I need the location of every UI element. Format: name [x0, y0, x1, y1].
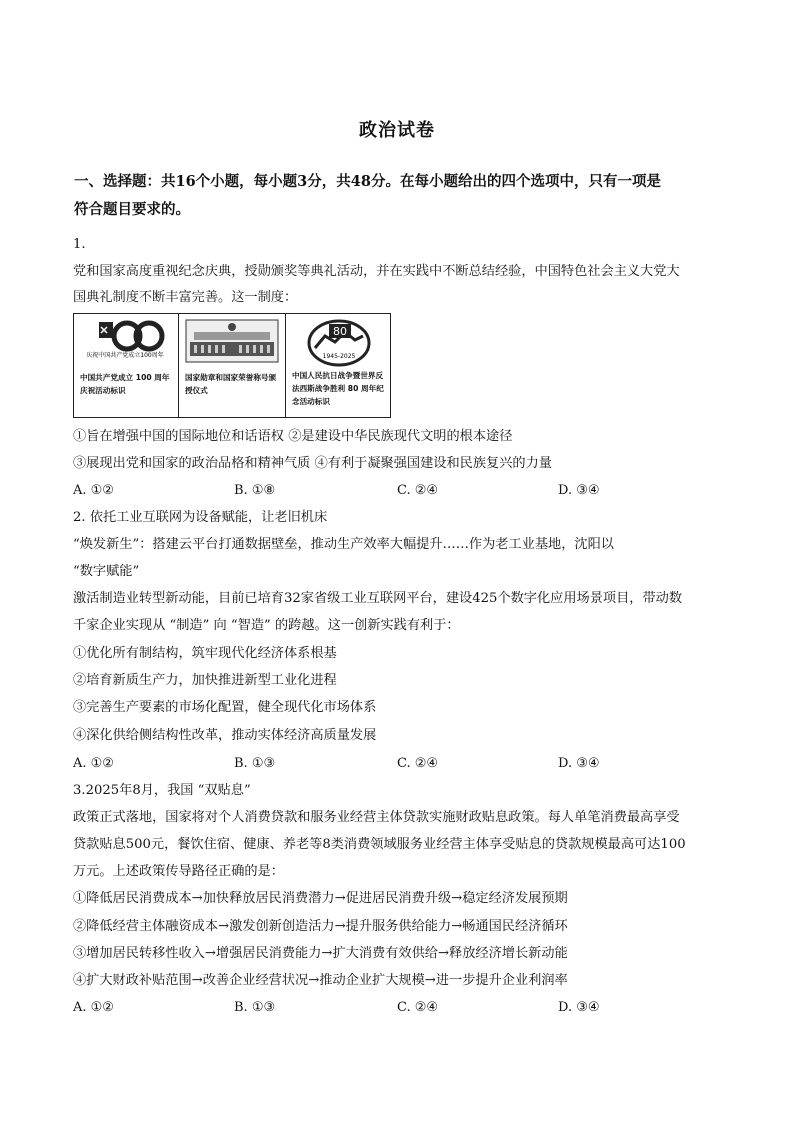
question-1-option-d[interactable]: D. ③④ [558, 483, 600, 498]
figure-panel-party-100 [74, 314, 179, 417]
question-3-statement-2: ②降低经营主体融资成本→激发创新创造活力→提升服务供给能力→畅通国民经济循环 [73, 919, 568, 934]
question-3-line-2: 政策正式落地，国家将对个人消费贷款和服务业经营主体贷款实施财政贴息政策。每人单笔消费最高享受 [73, 810, 680, 825]
figure-caption-3: 中国人民抗日战争暨世界反法西斯战争胜利 80 周年纪念活动标识 [292, 371, 384, 406]
question-3-statement-1: ①降低居民消费成本→加快释放居民消费潜力→促进居民消费升级→稳定经济发展预期 [73, 891, 568, 906]
question-2-statement-1: ①优化所有制结构，筑牢现代化经济体系根基 [73, 646, 337, 661]
victory-80-logo-years: 1945-2025 [322, 353, 356, 360]
question-1-statement-line-1: ①旨在增强中国的国际地位和话语权 ②是建设中华民族现代文明的根本途径 [73, 429, 513, 444]
question-2-option-d[interactable]: D. ③④ [558, 756, 600, 771]
question-1-option-b[interactable]: B. ①⑧ [234, 483, 276, 498]
question-1-option-a[interactable]: A. ①② [73, 483, 114, 498]
question-2-option-c[interactable]: C. ②④ [397, 756, 439, 771]
victory-80-logo-icon [291, 318, 387, 368]
question-1-statement-line-2: ③展现出党和国家的政治品格和精神气质 ④有利于凝聚强国建设和民族复兴的力量 [73, 456, 552, 471]
ceremony-hall-image-icon [184, 318, 280, 364]
question-2-line-5: 千家企业实现从 “制造” 向 “智造” 的跨越。这一创新实践有利于： [73, 618, 460, 633]
figure-panel-honor-ceremony [179, 314, 286, 417]
question-2-option-b[interactable]: B. ①③ [234, 756, 276, 771]
party-100-logo-text: 庆祝中国共产党成立100周年 [86, 352, 164, 359]
question-3-statement-4: ④扩大财政补贴范围→改善企业经营状况→推动企业扩大规模→进一步提升企业利润率 [73, 973, 568, 988]
question-3-line-4: 万元。上述政策传导路径正确的是： [73, 864, 284, 879]
question-3-line-1: 3.2025年8月，我国 “双贴息” [73, 783, 251, 798]
question-1-option-c[interactable]: C. ②④ [397, 483, 439, 498]
question-2-line-2: “焕发新生”：搭建云平台打通数据壁垒，推动生产效率大幅提升……作为老工业基地，沈阳以 [73, 537, 614, 552]
figure-caption-1: 中国共产党成立 100 周年庆祝活动标识 [80, 373, 170, 395]
question-1-stem-line-2: 国典礼制度不断丰富完善。这一制度： [73, 290, 298, 305]
question-2-statement-4: ④深化供给侧结构性改革，推动实体经济高质量发展 [73, 728, 377, 743]
page-title: 政治试卷 [359, 120, 435, 141]
question-2-line-3: “数字赋能” [73, 564, 140, 579]
question-2-statement-3: ③完善生产要素的市场化配置，健全现代化市场体系 [73, 700, 377, 715]
figure-caption-2: 国家勋章和国家荣誉称号颁授仪式 [185, 373, 277, 395]
question-3-option-a[interactable]: A. ①② [73, 1000, 114, 1015]
question-2-line-1: 2. 依托工业互联网为设备赋能，让老旧机床 [73, 510, 328, 525]
question-3-option-c[interactable]: C. ②④ [397, 1000, 439, 1015]
figure-panel-victory-80 [286, 314, 392, 417]
question-1-number: 1. [73, 237, 86, 252]
section-heading [74, 168, 724, 224]
question-2-line-4: 激活制造业转型新动能，目前已培育32家省级工业互联网平台，建设425个数字化应用场景项目，带动数 [73, 591, 683, 606]
question-1-figure [73, 313, 391, 418]
party-100-logo-icon [79, 318, 173, 360]
question-2-statement-2: ②培育新质生产力，加快推进新型工业化进程 [73, 673, 337, 688]
section-heading-line-1: 一、选择题：共16个小题，每小题3分，共48分。在每小题给出的四个选项中，只有一项是 [74, 173, 661, 190]
section-heading-line-2: 符合题目要求的。 [74, 201, 190, 218]
question-1-stem-line-1: 党和国家高度重视纪念庆典，授勋颁奖等典礼活动，并在实践中不断总结经验，中国特色社会主义大党大 [73, 264, 680, 279]
question-2-option-a[interactable]: A. ①② [73, 756, 114, 771]
question-3-option-b[interactable]: B. ①③ [234, 1000, 276, 1015]
question-3-line-3: 贷款贴息500元，餐饮住宿、健康、养老等8类消费领域服务业经营主体享受贴息的贷款规模最高可达100 [73, 837, 686, 852]
victory-80-logo-number: 80 [333, 325, 347, 338]
question-3-statement-3: ③增加居民转移性收入→增强居民消费能力→扩大消费有效供给→释放经济增长新动能 [73, 946, 568, 961]
question-3-option-d[interactable]: D. ③④ [558, 1000, 600, 1015]
